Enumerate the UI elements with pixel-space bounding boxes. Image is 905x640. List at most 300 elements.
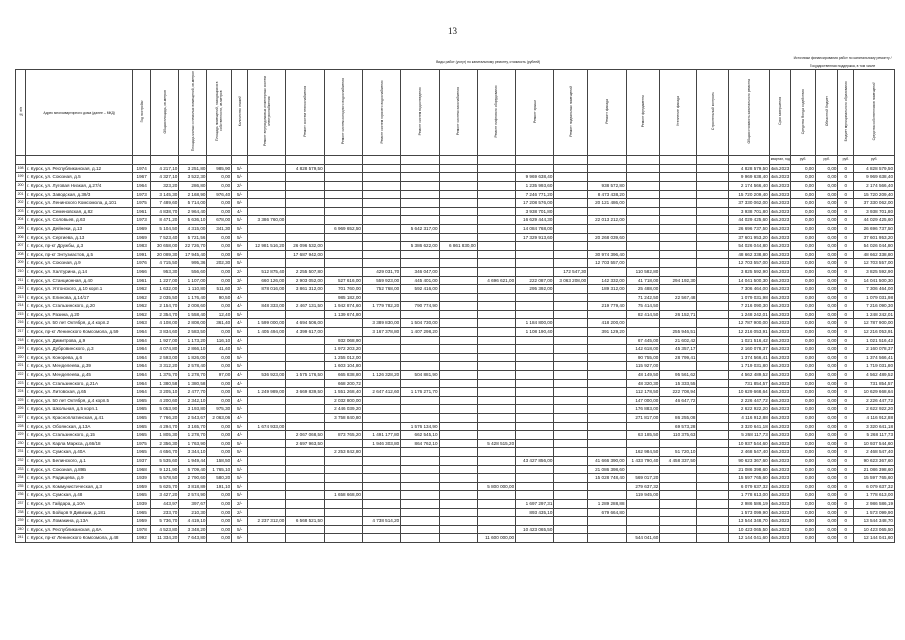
row-cost-cell (362, 405, 400, 414)
row-cost-cell (439, 190, 477, 199)
row-term: 4кв.2023 (769, 267, 790, 276)
row-cost-cell (516, 465, 554, 474)
row-total-area: 3 427,20 (151, 491, 179, 500)
row-cost-cell (554, 371, 588, 380)
row-floors: 4/- (232, 414, 248, 423)
row-premises-area: 17 945,40 (179, 250, 207, 259)
row-municipal-budget: 0 (838, 448, 854, 457)
row-cost-cell (477, 422, 515, 431)
row-floors: 5/- (232, 448, 248, 457)
row-cost-cell (477, 465, 515, 474)
row-fund-support: 0,00 (791, 362, 816, 371)
row-cost-cell: 7 246 771,20 (516, 190, 554, 199)
row-premises-area: 3 251,80 (179, 164, 207, 173)
row-cost-cell (362, 508, 400, 517)
row-premises-area: 1 558,40 (179, 310, 207, 319)
row-owners-funds: 4 116 912,88 (854, 414, 895, 423)
row-total-cost: 15 720 209,40 (729, 190, 770, 199)
row-regional-budget: 0,00 (815, 534, 838, 543)
row-cost-cell (324, 190, 362, 199)
row-owned-area: 116,10 (207, 336, 232, 345)
row-total-cost: 1 079 031,98 (729, 293, 770, 302)
row-number: 217 (16, 328, 26, 337)
row-owned-area: 678,00 (207, 216, 232, 225)
row-year: 1964 (133, 379, 151, 388)
row-fund-support: 0,00 (791, 508, 816, 517)
row-cost-cell: 41 666 390,00 (588, 456, 626, 465)
row-premises-area: 1 763,90 (179, 439, 207, 448)
row-term: 4кв.2023 (769, 199, 790, 208)
row-cost-cell: 172 547,30 (554, 267, 588, 276)
row-total-area: 4 838,70 (151, 207, 179, 216)
row-regional-budget: 0,00 (815, 216, 838, 225)
row-total-area: 953,30 (151, 267, 179, 276)
row-floors: 4/- (232, 379, 248, 388)
row-cost-cell (477, 362, 515, 371)
row-number: 203 (16, 207, 26, 216)
row-cost-cell (439, 431, 477, 440)
row-fund-support: 0,00 (791, 371, 816, 380)
row-floors: 5/- (232, 525, 248, 534)
row-municipal-budget: 0 (838, 267, 854, 276)
row-cost-cell (439, 293, 477, 302)
row-cost-cell: 119 945,00 (626, 491, 660, 500)
row-cost-cell (697, 456, 729, 465)
row-floors: 9/- (232, 250, 248, 259)
column-header-label: Ремонт внутридомовых инженерных систем электроснабжения (262, 76, 271, 147)
row-number: 232 (16, 456, 26, 465)
row-owners-funds: 15 720 209,40 (854, 190, 895, 199)
row-cost-cell (248, 345, 286, 354)
row-cost-cell (324, 242, 362, 251)
row-cost-cell: 43 427 856,00 (516, 456, 554, 465)
row-cost-cell (439, 499, 477, 508)
row-total-area: 4 108,00 (151, 319, 179, 328)
row-cost-cell (286, 181, 324, 190)
row-cost-cell: 1 674 933,00 (248, 422, 286, 431)
row-cost-cell (362, 448, 400, 457)
row-cost-cell (626, 517, 660, 526)
row-cost-cell (697, 422, 729, 431)
row-municipal-budget: 0 (838, 336, 854, 345)
row-premises-area: 2 964,40 (179, 207, 207, 216)
row-cost-cell (286, 362, 324, 371)
row-floors: 5/- (232, 328, 248, 337)
row-owned-area: 1 765,10 (207, 465, 232, 474)
column-header-label: Ремонт систем водоотведения (417, 87, 422, 136)
units-blank (26, 156, 133, 165)
row-regional-budget: 0,00 (815, 190, 838, 199)
row-cost-cell (554, 517, 588, 526)
column-header-7 (248, 70, 286, 156)
row-number: 230 (16, 439, 26, 448)
row-owners-funds: 37 601 953,20 (854, 233, 895, 242)
row-premises-area: 1 173,20 (179, 336, 207, 345)
row-cost-cell (660, 216, 697, 225)
row-term: 4кв.2023 (769, 396, 790, 405)
row-cost-cell (248, 310, 286, 319)
row-cost-cell (362, 216, 400, 225)
row-regional-budget: 0,00 (815, 224, 838, 233)
units-row (16, 156, 895, 165)
row-address: г. Курск, ул. Сергиева, д.13 (26, 233, 133, 242)
row-cost-cell (439, 388, 477, 397)
row-number: 225 (16, 396, 26, 405)
row-cost-cell (362, 379, 400, 388)
row-total-area: 4 656,70 (151, 448, 179, 457)
row-cost-cell (660, 499, 697, 508)
row-cost-cell: 86 255,08 (660, 414, 697, 423)
row-cost-cell (286, 508, 324, 517)
row-cost-cell (362, 362, 400, 371)
row-cost-cell (516, 431, 554, 440)
row-cost-cell: 752 768,00 (362, 285, 400, 294)
row-cost-cell (554, 207, 588, 216)
row-cost-cell: 95 561,62 (660, 371, 697, 380)
row-premises-area: 22 726,70 (179, 242, 207, 251)
row-total-cost: 9 969 638,40 (729, 173, 770, 182)
row-number: 218 (16, 336, 26, 345)
row-address: г. Курск, ул. Сгальзинского, д.21А (26, 379, 133, 388)
row-cost-cell: 938 572,80 (588, 181, 626, 190)
row-premises-area: 556,60 (179, 267, 207, 276)
row-fund-support: 0,00 (791, 525, 816, 534)
row-owned-area: 202,30 (207, 259, 232, 268)
row-floors: 4/- (232, 371, 248, 380)
table-row (16, 259, 895, 268)
column-header-label: Адрес многоквартирного дома (далее – МКД) (43, 110, 115, 115)
row-cost-cell (588, 379, 626, 388)
row-municipal-budget: 0 (838, 431, 854, 440)
table-row (16, 499, 895, 508)
row-address: г. Курск, ул. Менделеева, д.39 (26, 362, 133, 371)
row-cost-cell (554, 491, 588, 500)
row-cost-cell (324, 207, 362, 216)
row-cost-cell (477, 396, 515, 405)
row-fund-support: 0,00 (791, 491, 816, 500)
row-total-area: 5 625,70 (151, 482, 179, 491)
row-cost-cell (660, 482, 697, 491)
row-cost-cell (697, 508, 729, 517)
row-total-area: 7 489,60 (151, 199, 179, 208)
row-cost-cell (697, 293, 729, 302)
row-year: 1965 (133, 405, 151, 414)
row-cost-cell (588, 396, 626, 405)
row-term: 4кв.2023 (769, 525, 790, 534)
row-cost-cell (477, 190, 515, 199)
row-premises-area: 2 477,70 (179, 388, 207, 397)
row-cost-cell (286, 379, 324, 388)
row-fund-support: 0,00 (791, 276, 816, 285)
units-blank (660, 156, 697, 165)
row-cost-cell (477, 456, 515, 465)
row-address: г. Курск, ул. Гайдара, д.10А (26, 499, 133, 508)
row-cost-cell: 5 386 622,00 (401, 242, 439, 251)
row-cost-cell (626, 207, 660, 216)
column-header-label: Средства собственников помещений (872, 82, 877, 141)
row-total-area: 1 227,00 (151, 276, 179, 285)
row-cost-cell: 6 568 521,50 (286, 517, 324, 526)
row-cost-cell (286, 259, 324, 268)
row-cost-cell (697, 173, 729, 182)
row-cost-cell (286, 233, 324, 242)
units-cell: руб. (854, 156, 895, 165)
row-regional-budget: 0,00 (815, 164, 838, 173)
row-total-cost: 1 374 566,41 (729, 353, 770, 362)
row-cost-cell (439, 328, 477, 337)
row-cost-cell (588, 164, 626, 173)
row-cost-cell (588, 491, 626, 500)
row-owned-area: 0,00 (207, 207, 232, 216)
row-cost-cell (554, 164, 588, 173)
row-municipal-budget: 0 (838, 345, 854, 354)
row-cost-cell: 12 703 557,00 (588, 259, 626, 268)
row-cost-cell (248, 173, 286, 182)
units-cell: руб. (791, 156, 816, 165)
row-cost-cell (477, 267, 515, 276)
row-cost-cell (286, 224, 324, 233)
row-owned-area: 0,00 (207, 422, 232, 431)
row-cost-cell: 662 545,10 (401, 431, 439, 440)
row-cost-cell (588, 448, 626, 457)
row-regional-budget: 0,00 (815, 242, 838, 251)
row-municipal-budget: 0 (838, 199, 854, 208)
row-owners-funds: 7 306 464,00 (854, 285, 895, 294)
row-term: 4кв.2023 (769, 190, 790, 199)
units-cell: руб. (838, 156, 854, 165)
row-fund-support: 0,00 (791, 482, 816, 491)
row-total-area: 4 294,70 (151, 422, 179, 431)
row-address: г. Курск, ул. Заводская, д.39/3 (26, 190, 133, 199)
row-cost-cell (554, 456, 588, 465)
row-cost-cell (697, 207, 729, 216)
row-cost-cell: 17 329 913,60 (516, 233, 554, 242)
row-number: 208 (16, 250, 26, 259)
row-cost-cell (477, 379, 515, 388)
row-cost-cell (362, 422, 400, 431)
row-cost-cell (401, 405, 439, 414)
row-term: 4кв.2023 (769, 474, 790, 483)
column-header-10 (362, 70, 400, 156)
row-cost-cell (477, 328, 515, 337)
row-total-area: 1 805,30 (151, 431, 179, 440)
row-cost-cell: 90 755,00 (626, 353, 660, 362)
units-blank (401, 156, 439, 165)
row-number: 240 (16, 525, 26, 534)
row-cost-cell (324, 534, 362, 543)
row-number: 202 (16, 199, 26, 208)
row-total-cost: 7 306 464,00 (729, 285, 770, 294)
row-cost-cell (588, 525, 626, 534)
row-cost-cell (697, 353, 729, 362)
column-header-11 (401, 70, 439, 156)
row-address: г. Курск, ул. Дубровинского, д.3 (26, 345, 133, 354)
row-cost-cell (660, 285, 697, 294)
row-cost-cell (697, 164, 729, 173)
row-cost-cell (516, 336, 554, 345)
row-cost-cell (477, 517, 515, 526)
row-cost-cell (248, 207, 286, 216)
row-premises-area: 2 543,67 (179, 414, 207, 423)
row-cost-cell (516, 439, 554, 448)
row-cost-cell (660, 405, 697, 414)
row-address: г. Курск, ул. Конорева, д.6 (26, 353, 133, 362)
row-cost-cell (477, 448, 515, 457)
row-total-area: 1 927,00 (151, 336, 179, 345)
row-cost-cell: 5 800 000,00 (477, 482, 515, 491)
column-header-label: Площадь помещений, находящихся в собственности, кв.метров (215, 81, 224, 142)
row-owners-funds: 12 144 041,60 (854, 534, 895, 543)
row-cost-cell (626, 319, 660, 328)
row-cost-cell (477, 310, 515, 319)
row-cost-cell (477, 414, 515, 423)
row-cost-cell (697, 267, 729, 276)
row-number: 199 (16, 173, 26, 182)
row-number: 200 (16, 181, 26, 190)
row-fund-support: 0,00 (791, 267, 816, 276)
row-cost-cell (324, 482, 362, 491)
row-cost-cell (516, 491, 554, 500)
row-cost-cell: 115 927,00 (626, 362, 660, 371)
row-cost-cell (362, 499, 400, 508)
row-owned-area: 580,20 (207, 474, 232, 483)
row-year: 1964 (133, 371, 151, 380)
row-cost-cell (554, 328, 588, 337)
row-cost-cell (697, 499, 729, 508)
row-cost-cell: 592 416,00 (401, 285, 439, 294)
column-header-label: № п/п (18, 106, 23, 117)
row-cost-cell (660, 233, 697, 242)
row-cost-cell (516, 396, 554, 405)
row-cost-cell (516, 164, 554, 173)
row-fund-support: 0,00 (791, 388, 816, 397)
table-row (16, 491, 895, 500)
row-cost-cell (362, 482, 400, 491)
row-cost-cell (286, 353, 324, 362)
row-cost-cell (660, 517, 697, 526)
row-cost-cell (286, 414, 324, 423)
row-cost-cell (477, 224, 515, 233)
units-blank (151, 156, 179, 165)
row-owners-funds: 1 079 031,98 (854, 293, 895, 302)
column-header-label: Ремонт крыши (532, 99, 537, 123)
row-fund-support: 0,00 (791, 199, 816, 208)
row-year: 1962 (133, 293, 151, 302)
row-cost-cell (697, 405, 729, 414)
row-cost-cell (362, 181, 400, 190)
table-row (16, 276, 895, 285)
row-municipal-budget: 0 (838, 362, 854, 371)
row-cost-cell (554, 482, 588, 491)
row-cost-cell: 445 401,00 (401, 276, 439, 285)
row-cost-cell: 878 016,00 (248, 285, 286, 294)
row-owners-funds: 1 374 566,41 (854, 353, 895, 362)
table-row (16, 456, 895, 465)
row-regional-budget: 0,00 (815, 181, 838, 190)
row-cost-cell: 4 696 621,00 (477, 276, 515, 285)
column-header-label: Средства Фонда содействия (801, 88, 806, 134)
row-fund-support: 0,00 (791, 164, 816, 173)
row-total-cost: 6 079 637,32 (729, 482, 770, 491)
row-address: г. Курск, ул. Семеновская, д.82 (26, 207, 133, 216)
row-owners-funds: 2 468 547,40 (854, 448, 895, 457)
row-cost-cell: 679 664,80 (588, 508, 626, 517)
row-total-area: 323,20 (151, 181, 179, 190)
row-owners-funds: 3 825 592,90 (854, 267, 895, 276)
row-cost-cell (248, 448, 286, 457)
row-regional-budget: 0,00 (815, 465, 838, 474)
row-total-area: 3 145,30 (151, 190, 179, 199)
row-number: 233 (16, 465, 26, 474)
row-cost-cell (286, 405, 324, 414)
row-owners-funds: 15 597 765,60 (854, 474, 895, 483)
row-municipal-budget: 0 (838, 233, 854, 242)
column-header-label: Ремонт систем холодного водоснабжения (341, 78, 346, 145)
row-number: 235 (16, 482, 26, 491)
row-cost-cell (660, 250, 697, 259)
row-cost-cell (554, 199, 588, 208)
row-cost-cell: 279 637,32 (626, 482, 660, 491)
row-cost-cell (439, 199, 477, 208)
row-premises-area: 1 278,70 (179, 371, 207, 380)
row-owners-funds: 2 160 078,37 (854, 345, 895, 354)
row-cost-cell: 45 357,17 (660, 345, 697, 354)
row-cost-cell: 20 121 486,00 (588, 199, 626, 208)
row-cost-cell (660, 259, 697, 268)
row-cost-cell (516, 362, 554, 371)
row-regional-budget: 0,00 (815, 250, 838, 259)
row-floors: 4/- (232, 431, 248, 440)
row-address: г. Курск, ул. Луговая Низкая, д.27/4 (26, 181, 133, 190)
row-year: 1974 (133, 164, 151, 173)
table-row (16, 181, 895, 190)
row-cost-cell (362, 199, 400, 208)
row-total-cost: 10 629 668,64 (729, 388, 770, 397)
row-year: 1959 (133, 482, 151, 491)
row-cost-cell (554, 173, 588, 182)
row-cost-cell (697, 388, 729, 397)
row-premises-area: 1 949,44 (179, 456, 207, 465)
row-cost-cell (697, 319, 729, 328)
row-cost-cell: 864 762,10 (401, 439, 439, 448)
row-cost-cell (626, 233, 660, 242)
row-cost-cell: 4 458 337,50 (660, 456, 697, 465)
row-cost-cell (697, 285, 729, 294)
row-cost-cell (324, 173, 362, 182)
row-term: 4кв.2023 (769, 465, 790, 474)
row-regional-budget: 0,00 (815, 482, 838, 491)
row-total-cost: 1 719 031,80 (729, 362, 770, 371)
row-total-cost: 54 026 044,80 (729, 242, 770, 251)
row-cost-cell: 1 407 298,20 (401, 328, 439, 337)
row-owners-funds: 21 086 398,60 (854, 465, 895, 474)
row-cost-cell (516, 388, 554, 397)
row-fund-support: 0,00 (791, 422, 816, 431)
row-cost-cell (324, 319, 362, 328)
row-fund-support: 0,00 (791, 216, 816, 225)
row-municipal-budget: 0 (838, 276, 854, 285)
row-floors: 2/- (232, 181, 248, 190)
row-municipal-budget: 0 (838, 353, 854, 362)
row-floors: 2/- (232, 508, 248, 517)
row-cost-cell: 222 087,00 (516, 276, 554, 285)
row-cost-cell (660, 181, 697, 190)
row-owned-area: 985,90 (207, 164, 232, 173)
units-blank (626, 156, 660, 165)
row-fund-support: 0,00 (791, 474, 816, 483)
row-cost-cell (554, 379, 588, 388)
row-cost-cell: 668 200,72 (324, 379, 362, 388)
